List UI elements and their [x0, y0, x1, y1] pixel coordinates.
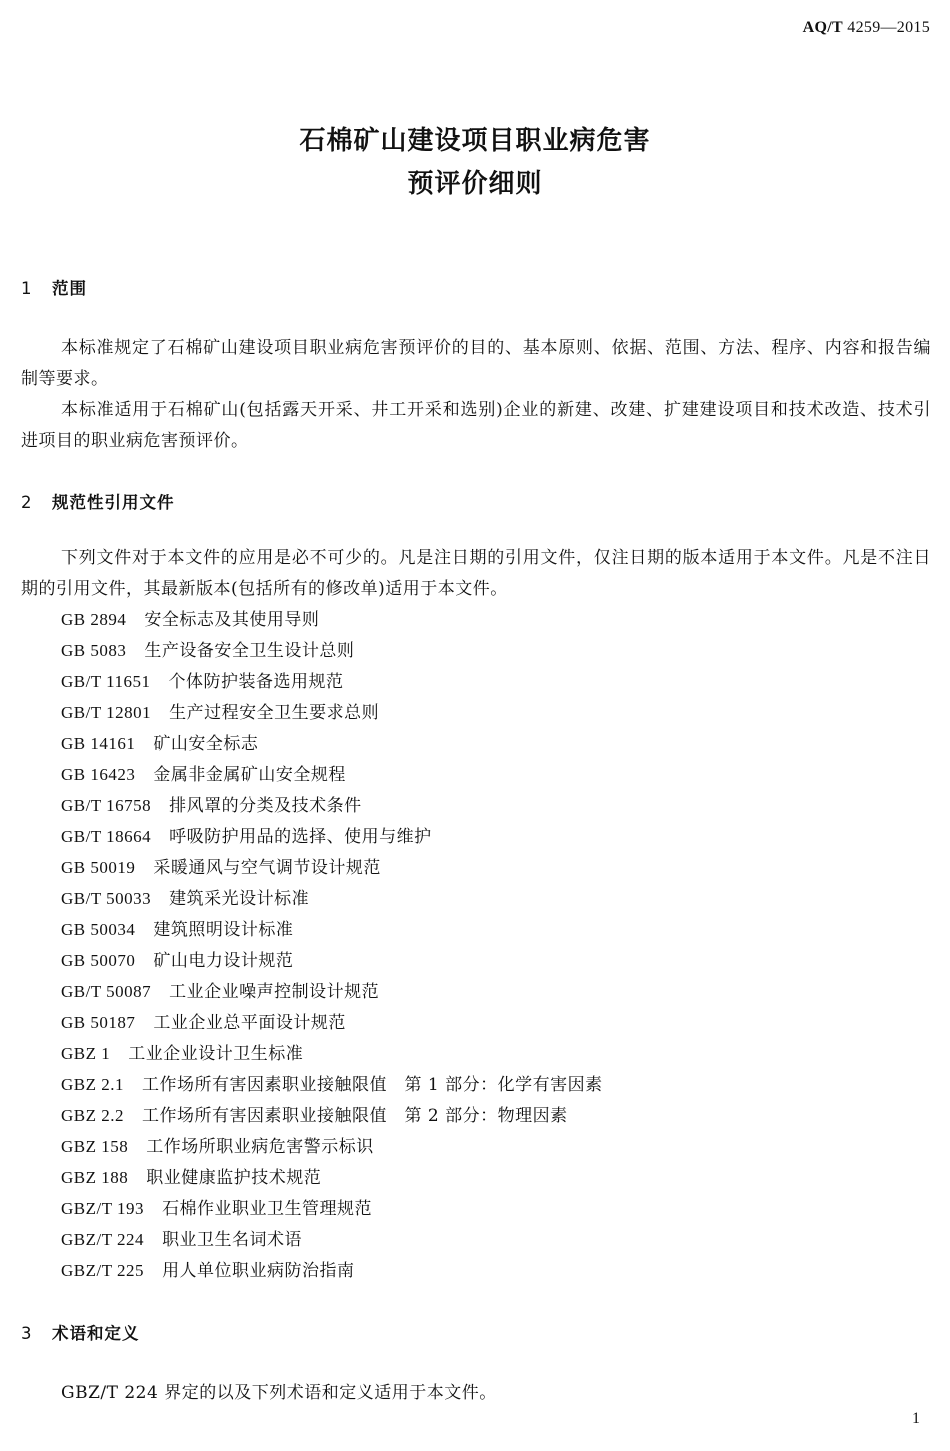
reference-list: [61, 604, 603, 1286]
reference-title: 工业企业噪声控制设计规范: [169, 982, 380, 1002]
references-intro: 下列文件对于本文件的应用是必不可少的。凡是注日期的引用文件，仅注日期的版本适用于本文件。凡是不注日期的引用文件，其最新版本(包括所有的修改单)适用于本文件。: [21, 548, 931, 599]
reference-code: GBZ 2.1: [61, 1075, 124, 1094]
reference-title: 生产设备安全卫生设计总则: [144, 641, 355, 661]
reference-title: 采暖通风与空气调节设计规范: [153, 858, 381, 878]
reference-code: GBZ 1: [61, 1044, 111, 1063]
reference-item: [61, 1100, 603, 1131]
reference-title: 矿山电力设计规范: [153, 951, 294, 971]
reference-item: [61, 1007, 603, 1038]
reference-item: [61, 945, 603, 976]
reference-item: [61, 697, 603, 728]
reference-item: [61, 1038, 603, 1069]
reference-title: 排风罩的分类及技术条件: [169, 796, 362, 816]
reference-code: GB/T 50033: [61, 889, 152, 908]
reference-code: GB 50187: [61, 1013, 136, 1032]
scope-paragraph-1: 本标准规定了石棉矿山建设项目职业病危害预评价的目的、基本原则、依据、范围、方法、程序、内容和报告编制等要求。: [21, 338, 931, 389]
reference-item: [61, 635, 603, 666]
reference-title: 矿山安全标志: [153, 734, 259, 754]
reference-title: 工业企业设计卫生标准: [128, 1044, 304, 1064]
reference-item: [61, 790, 603, 821]
reference-code: GB/T 16758: [61, 796, 152, 815]
reference-title: 工业企业总平面设计规范: [153, 1013, 346, 1033]
section-title: 术语和定义: [52, 1324, 140, 1343]
reference-code: GB/T 11651: [61, 672, 151, 691]
reference-code: GBZ 158: [61, 1137, 129, 1156]
document-title-line1: 石棉矿山建设项目职业病危害: [299, 126, 651, 156]
section-title: 规范性引用文件: [52, 493, 175, 512]
reference-title: 金属非金属矿山安全规程: [153, 765, 346, 785]
reference-title: 工作场所有害因素职业接触限值 第 1 部分：化学有害因素: [142, 1075, 603, 1095]
reference-code: GB 5083: [61, 641, 127, 660]
reference-code: GB/T 18664: [61, 827, 152, 846]
reference-item: [61, 728, 603, 759]
section-number: 1: [21, 279, 33, 298]
reference-item: [61, 604, 603, 635]
section-1-heading: [21, 275, 87, 299]
reference-code: GBZ/T 224: [61, 1230, 145, 1249]
reference-item: [61, 852, 603, 883]
reference-item: [61, 1069, 603, 1100]
document-title-line2: 预评价细则: [407, 169, 543, 199]
reference-code: GBZ/T 193: [61, 1199, 145, 1218]
scope-paragraph-2: 本标准适用于石棉矿山(包括露天开采、井工开采和选别)企业的新建、改建、扩建建设项目和技术改造、技术引进项目的职业病危害预评价。: [21, 400, 931, 451]
reference-code: GB/T 50087: [61, 982, 152, 1001]
reference-title: 用人单位职业病防治指南: [162, 1261, 355, 1281]
reference-title: 生产过程安全卫生要求总则: [169, 703, 380, 723]
section-3-heading: [21, 1320, 140, 1344]
reference-title: 工作场所有害因素职业接触限值 第 2 部分：物理因素: [142, 1106, 568, 1126]
reference-title: 石棉作业职业卫生管理规范: [162, 1199, 373, 1219]
terms-intro: GBZ/T 224 界定的以及下列术语和定义适用于本文件。: [61, 1383, 497, 1403]
section-title: 范围: [52, 279, 87, 298]
reference-item: [61, 1131, 603, 1162]
reference-code: GBZ/T 225: [61, 1261, 145, 1280]
reference-item: [61, 1162, 603, 1193]
reference-item: [61, 914, 603, 945]
reference-item: [61, 883, 603, 914]
reference-code: GB 50034: [61, 920, 136, 939]
section-number: 3: [21, 1324, 33, 1343]
reference-item: [61, 759, 603, 790]
reference-title: 呼吸防护用品的选择、使用与维护: [169, 827, 432, 847]
reference-title: 工作场所职业病危害警示标识: [146, 1137, 374, 1157]
reference-title: 建筑采光设计标准: [169, 889, 310, 909]
reference-code: GB 2894: [61, 610, 127, 629]
reference-item: [61, 1255, 603, 1286]
reference-item: [61, 666, 603, 697]
reference-code: GBZ 188: [61, 1168, 129, 1187]
reference-code: GB 50070: [61, 951, 136, 970]
reference-item: [61, 976, 603, 1007]
reference-code: GBZ 2.2: [61, 1106, 124, 1125]
page-number: 1: [912, 1410, 920, 1427]
reference-item: [61, 1224, 603, 1255]
reference-code: GB 16423: [61, 765, 136, 784]
standard-code: [803, 19, 930, 37]
reference-title: 个体防护装备选用规范: [168, 672, 344, 692]
reference-title: 职业健康监护技术规范: [146, 1168, 322, 1188]
reference-item: [61, 821, 603, 852]
reference-title: 职业卫生名词术语: [162, 1230, 303, 1250]
reference-item: [61, 1193, 603, 1224]
reference-title: 建筑照明设计标准: [153, 920, 294, 940]
reference-code: GB 14161: [61, 734, 136, 753]
reference-code: GB/T 12801: [61, 703, 152, 722]
standard-prefix: AQ/T: [802, 19, 843, 36]
reference-code: GB 50019: [61, 858, 136, 877]
reference-title: 安全标志及其使用导则: [144, 610, 320, 630]
section-2-heading: [21, 489, 175, 513]
standard-number: 4259—2015: [847, 19, 930, 36]
section-number: 2: [21, 493, 33, 512]
